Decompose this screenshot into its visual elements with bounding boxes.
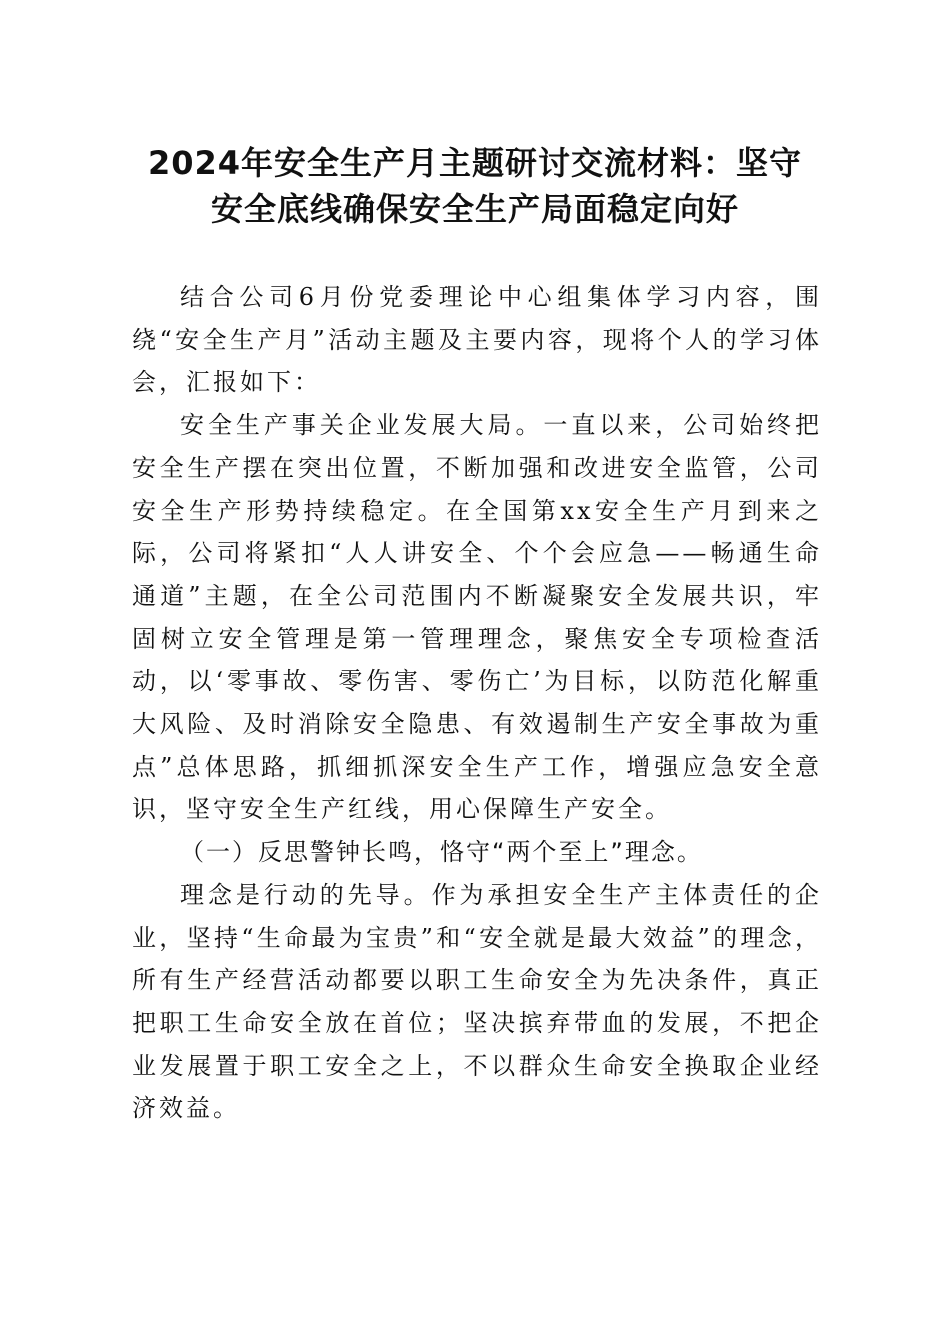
overview-paragraph: 安全生产事关企业发展大局。一直以来，公司始终把安全生产摆在突出位置，不断加强和改进安全监管，公司安全生产形势持续稳定。在全国第xx安全生产月到来之际，公司将紧扣“人人讲安全、个个会应急——畅通生命通道”主题，在全公司范围内不断凝聚安全发展共识，牢固树立安全管理是第一管理理念，聚焦安全专项检查活动，以‘零事故、零伤害、零伤亡’为目标，以防范化解重大风险、及时消除安全隐患、有效遏制生产安全事故为重点”总体思路，抓细抓深安全生产工作，增强应急安全意识，坚守安全生产红线，用心保障生产安全。 xyxy=(132,411,822,824)
intro-paragraph: 结合公司6月份党委理论中心组集体学习内容，围绕“安全生产月”活动主题及主要内容，现将个人的学习体会，汇报如下： xyxy=(132,283,822,397)
section-heading: （一）反思警钟长鸣，恪守“两个至上”理念。 xyxy=(180,838,703,867)
title-line-2: 安全底线确保安全生产局面稳定向好 xyxy=(210,190,739,228)
title-line-1: 2024年安全生产月主题研讨交流材料：坚守 xyxy=(147,144,803,182)
document-body xyxy=(132,276,822,1130)
section-paragraph: 理念是行动的先导。作为承担安全生产主体责任的企业，坚持“生命最为宝贵”和“安全就是最大效益”的理念，所有生产经营活动都要以职工生命安全为先决条件，真正把职工生命安全放在首位；坚决摈弃带血的发展，不把企业发展置于职工安全之上，不以群众生命安全换取企业经济效益。 xyxy=(132,880,822,1123)
document-title xyxy=(118,140,832,232)
